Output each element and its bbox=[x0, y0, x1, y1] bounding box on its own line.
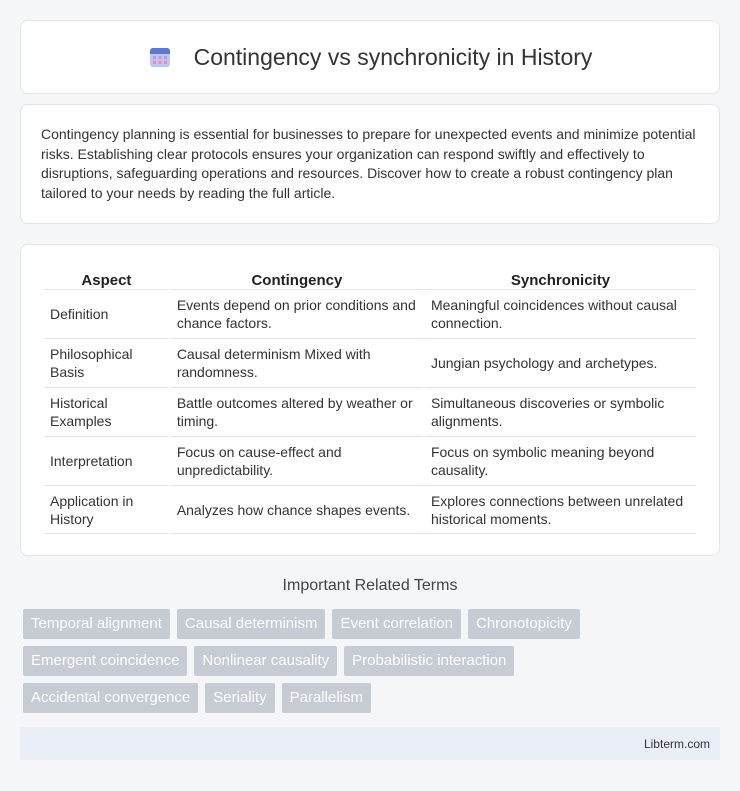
table-cell: Simultaneous discoveries or symbolic alignments. bbox=[425, 387, 696, 436]
related-term-tag[interactable]: Accidental convergence bbox=[23, 683, 198, 713]
table-cell: Focus on symbolic meaning beyond causality. bbox=[425, 436, 696, 485]
column-header: Contingency bbox=[251, 271, 343, 289]
table-cell: Jungian psychology and archetypes. bbox=[425, 338, 696, 387]
related-terms-title: Important Related Terms bbox=[282, 577, 458, 594]
page-title: Contingency vs synchronicity in History bbox=[193, 43, 593, 70]
related-term-tag[interactable]: Temporal alignment bbox=[23, 609, 170, 639]
footer bbox=[20, 727, 720, 760]
table-row bbox=[44, 485, 696, 534]
table-cell: Application in History bbox=[44, 485, 169, 534]
table-row bbox=[44, 436, 696, 485]
related-term-tag[interactable]: Probabilistic interaction bbox=[344, 646, 514, 676]
tag-row bbox=[23, 646, 723, 676]
related-term-tag[interactable]: Event correlation bbox=[332, 609, 461, 639]
table-cell: Explores connections between unrelated historical moments. bbox=[425, 485, 696, 534]
table-cell: Meaningful coincidences without causal connection. bbox=[425, 289, 696, 338]
related-term-tag[interactable]: Parallelism bbox=[282, 683, 371, 713]
intro-card bbox=[20, 104, 720, 224]
table-cell: Philosophical Basis bbox=[44, 338, 169, 387]
table-cell: Definition bbox=[44, 289, 169, 338]
footer-site-link[interactable]: Libterm.com bbox=[643, 736, 710, 751]
table-cell: Interpretation bbox=[44, 436, 169, 485]
comparison-table bbox=[42, 265, 698, 534]
related-terms-tags bbox=[23, 609, 723, 720]
related-term-tag[interactable]: Emergent coincidence bbox=[23, 646, 187, 676]
related-term-tag[interactable]: Chronotopicity bbox=[468, 609, 580, 639]
table-row bbox=[44, 387, 696, 436]
table-cell: Historical Examples bbox=[44, 387, 169, 436]
tag-row bbox=[23, 683, 723, 713]
table-header-row bbox=[44, 265, 696, 289]
calendar-icon bbox=[148, 45, 172, 69]
related-term-tag[interactable]: Nonlinear causality bbox=[194, 646, 337, 676]
table-row bbox=[44, 289, 696, 338]
tag-row bbox=[23, 609, 723, 639]
table-cell: Causal determinism Mixed with randomness. bbox=[171, 338, 423, 387]
header-card bbox=[20, 20, 720, 94]
column-header: Aspect bbox=[81, 271, 132, 289]
table-cell: Events depend on prior conditions and chance factors. bbox=[171, 289, 423, 338]
table-row bbox=[44, 338, 696, 387]
column-header: Synchronicity bbox=[510, 271, 611, 289]
table-cell: Battle outcomes altered by weather or timing. bbox=[171, 387, 423, 436]
comparison-table-card bbox=[20, 244, 720, 556]
table-cell: Analyzes how chance shapes events. bbox=[171, 485, 423, 534]
intro-text: Contingency planning is essential for businesses to prepare for unexpected events and minimize potential risks. Establishing clear protocols ensures your organization can respond swiftly and effectively to disruptions, safeguarding operations and resources. Discover how to create a robust contingency plan tailored to your needs by reading the full article. bbox=[41, 126, 696, 201]
related-term-tag[interactable]: Seriality bbox=[205, 683, 274, 713]
table-cell: Focus on cause-effect and unpredictability. bbox=[171, 436, 423, 485]
related-term-tag[interactable]: Causal determinism bbox=[177, 609, 326, 639]
